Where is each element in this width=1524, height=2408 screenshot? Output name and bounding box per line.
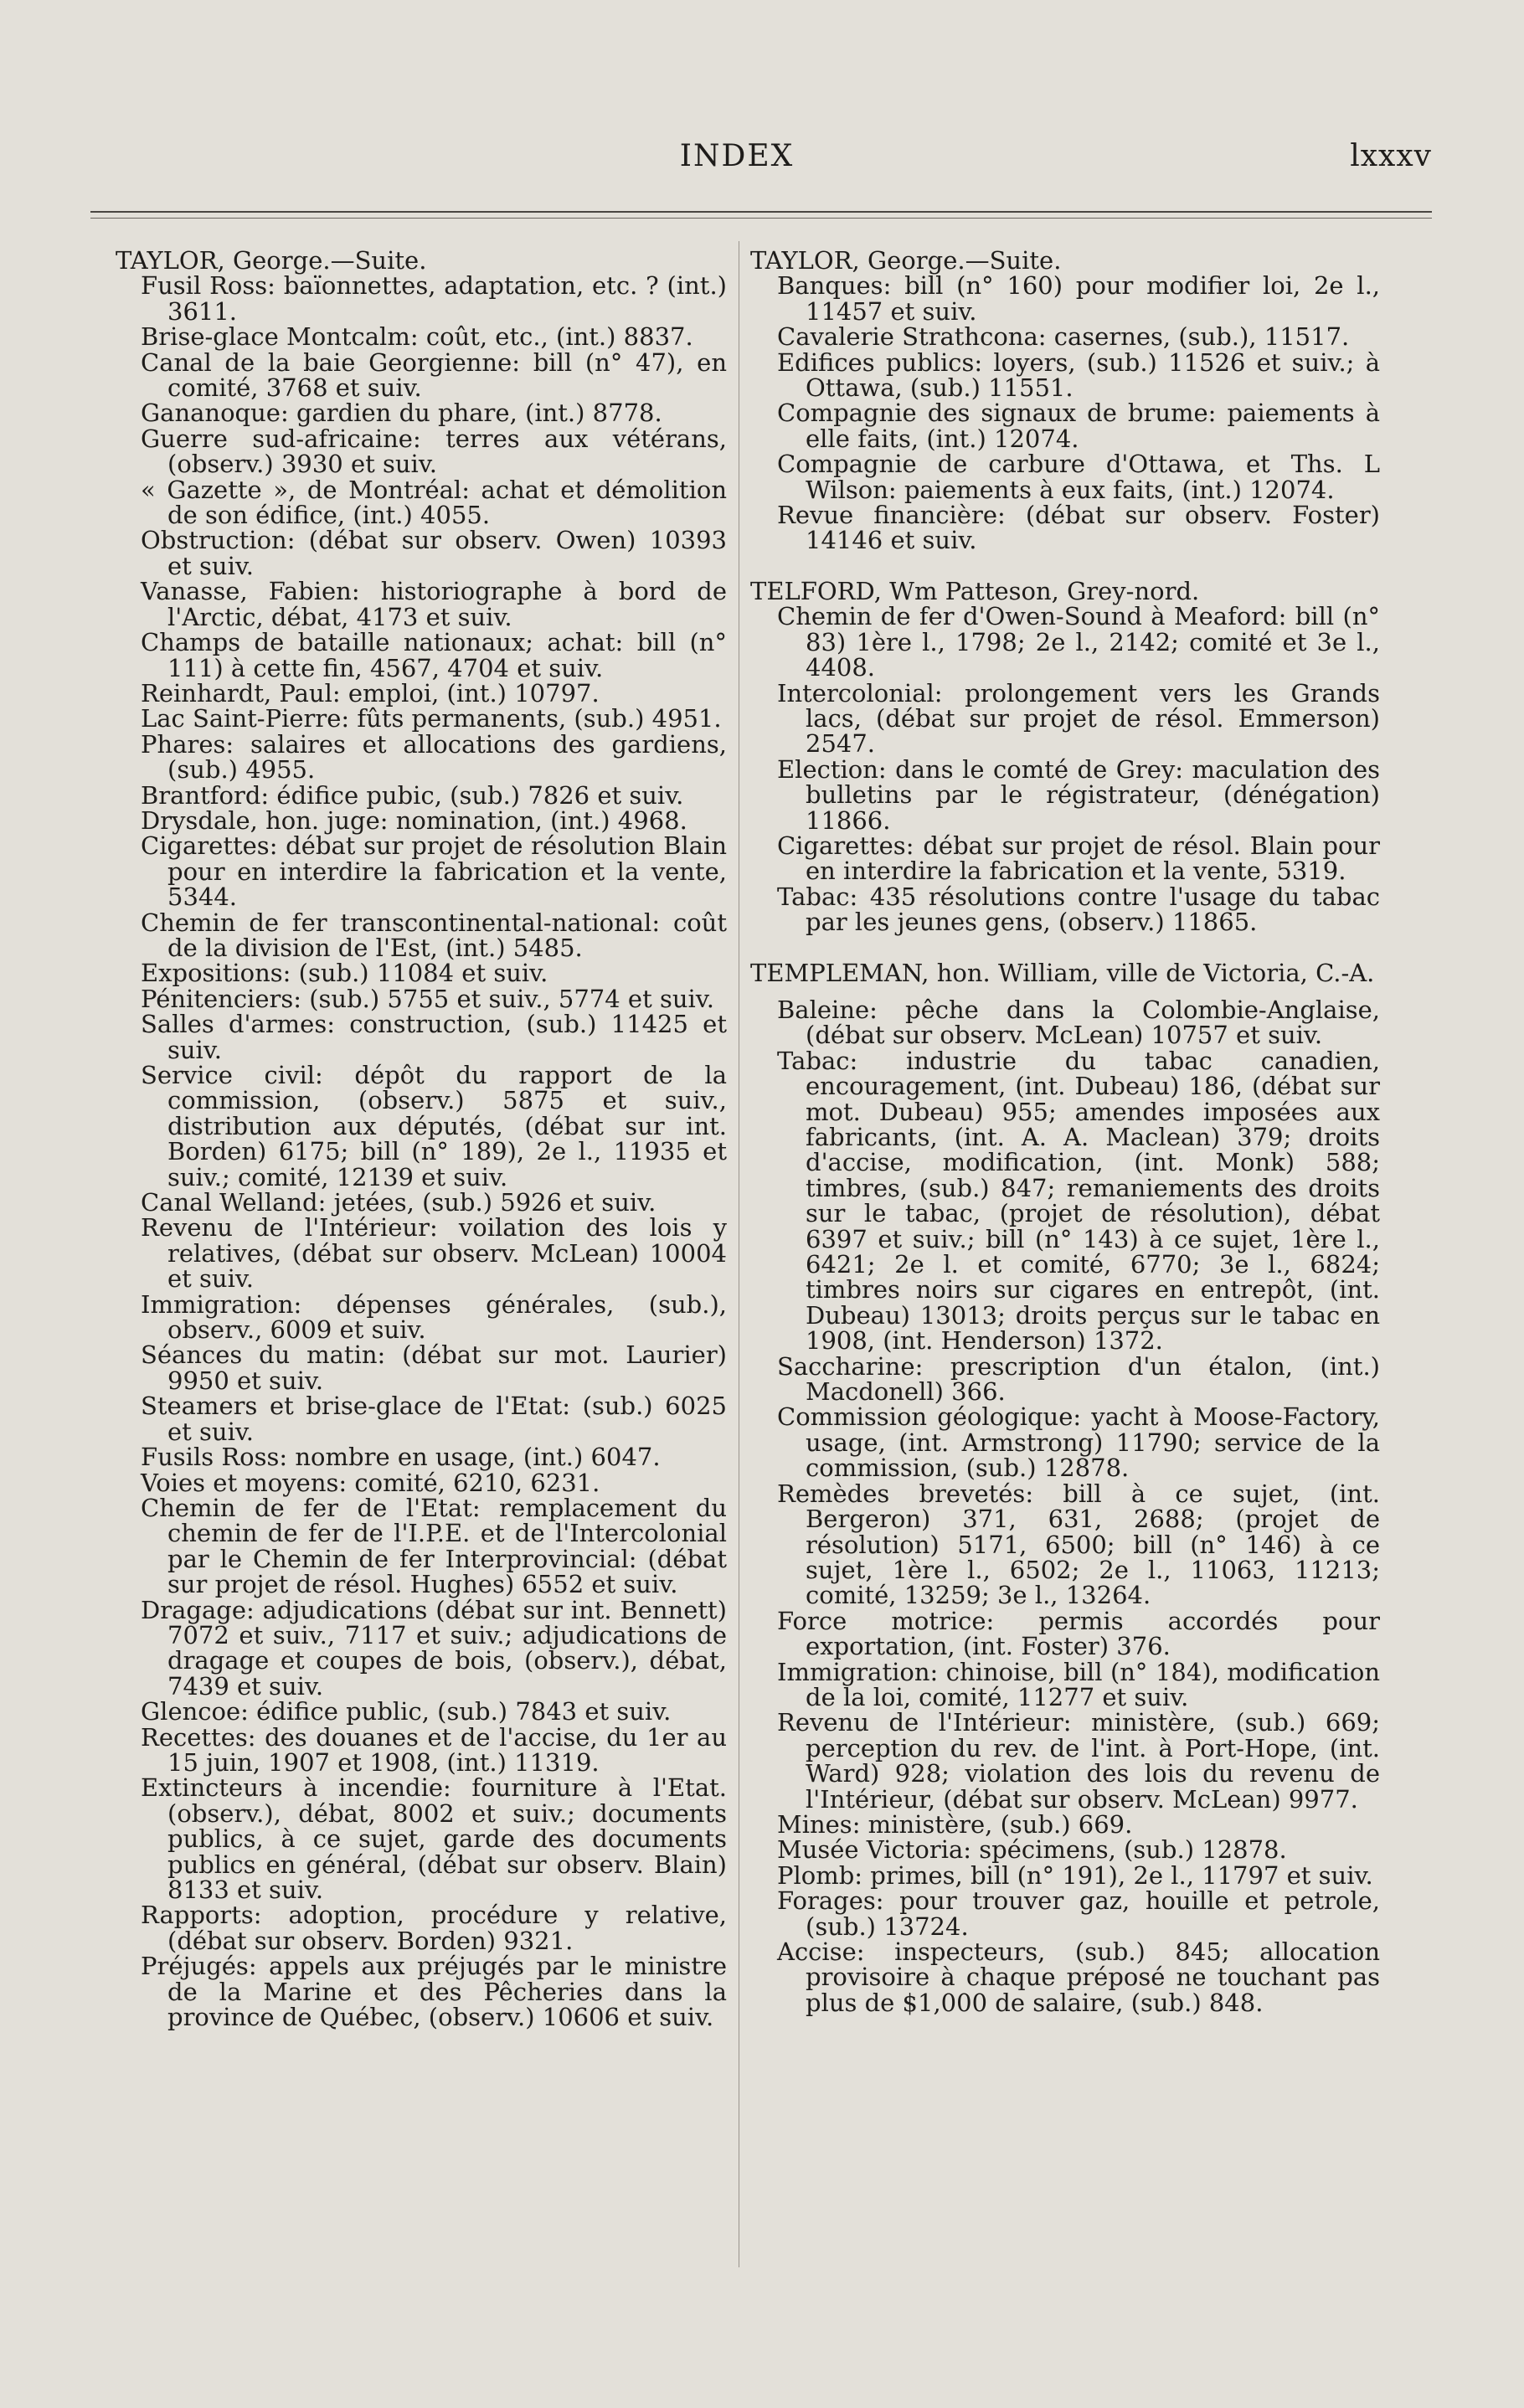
index-entry: Champs de bataille nationaux; achat: bill (n° 111) à cette fin, 4567, 4704 et suiv. — [141, 628, 727, 682]
left-column — [116, 248, 727, 2030]
index-entry: Dragage: adjudications (débat sur int. Bennett) 7072 et suiv., 7117 et suiv.; adjudications de dragage et coupes de bois, (observ.), débat, 7439 et suiv. — [141, 1595, 727, 1701]
index-entry: Séances du matin: (débat sur mot. Laurier) 9950 et suiv. — [141, 1340, 727, 1395]
index-entry: Intercolonial: prolongement vers les Grands lacs, (débat sur projet de résol. Emmerson) 2547. — [777, 678, 1380, 759]
index-entry: Voies et moyens: comité, 6210, 6231. — [141, 1468, 600, 1497]
index-entry: Pénitenciers: (sub.) 5755 et suiv., 5774 et suiv. — [141, 984, 714, 1013]
index-entry: Rapports: adoption, procédure y relative, (débat sur observ. Borden) 9321. — [141, 1901, 727, 1955]
index-entry: Tabac: industrie du tabac canadien, encouragement, (int. Dubeau) 186, (débat sur mot. Dubeau) 955; amendes imposées aux fabricants, (int. A. A. Maclean) 379; droits d'accise, modification, (int. Monk) 588; timbres, (sub.) 847; remaniements des droits sur le tabac, (projet de résolution), débat 6397 et suiv.; bill (n° 143) à ce sujet, 1ère l., 6421; 2e l. et comité, 6770; 3e l., 6824; timbres noirs sur cigares en entrepôt, (int. Dubeau) 13013; droits perçus sur le tabac en 1908, (int. Henderson) 1372. — [777, 1046, 1380, 1356]
index-entry: Immigration: chinoise, bill (n° 184), modification de la loi, comité, 11277 et suiv. — [777, 1657, 1380, 1711]
index-entry: Fusils Ross: nombre en usage, (int.) 6047. — [141, 1443, 661, 1472]
index-entry: Cigarettes: débat sur projet de résol. Blain pour en interdire la fabrication et la vente, 5319. — [777, 831, 1380, 886]
index-entry: Tabac: 435 résolutions contre l'usage du tabac par les jeunes gens, (observ.) 11865. — [777, 882, 1380, 937]
index-entry: Phares: salaires et allocations des gardiens, (sub.) 4955. — [141, 729, 727, 785]
index-entry: Vanasse, Fabien: historiographe à bord de l'Arctic, débat, 4173 et suiv. — [141, 577, 727, 631]
index-entry: Brantford: édifice pubic, (sub.) 7826 et suiv. — [141, 780, 684, 810]
index-entry: Canal de la baie Georgienne: bill (n° 47), en comité, 3768 et suiv. — [141, 347, 727, 403]
index-entry: Musée Victoria: spécimens, (sub.) 12878. — [777, 1835, 1287, 1865]
index-entry: Cavalerie Strathcona: casernes, (sub.), 11517. — [777, 322, 1350, 352]
index-heading: TAYLOR, George.—Suite. — [116, 246, 427, 275]
index-entry: Banques: bill (n° 160) pour modifier loi, 2e l., 11457 et suiv. — [777, 271, 1380, 326]
index-entry: Edifices publics: loyers, (sub.) 11526 et suiv.; à Ottawa, (sub.) 11551. — [777, 347, 1380, 403]
index-entry: Accise: inspecteurs, (sub.) 845; allocation provisoire à chaque préposé ne touchant pas plus de $1,000 de salaire, (sub.) 848. — [777, 1937, 1380, 2017]
index-entry: Remèdes brevetés: bill à ce sujet, (int. Bergeron) 371, 631, 2688; (projet de résolution) 5171, 6500; bill (n° 146) à ce sujet, 1ère l., 6502; 2e l., 11063, 11213; comité, 13259; 3e l., 13264. — [777, 1479, 1380, 1610]
index-entry: Commission géologique: yacht à Moose-Factory, usage, (int. Armstrong) 11790; service de la commission, (sub.) 12878. — [777, 1402, 1380, 1483]
index-entry: Compagnie des signaux de brume: paiements à elle faits, (int.) 12074. — [777, 399, 1380, 453]
index-entry: Election: dans le comté de Grey: maculation des bulletins par le régistrateur, (dénégation) 11866. — [777, 754, 1380, 835]
index-entry: Baleine: pêche dans la Colombie-Anglaise, (débat sur observ. McLean) 10757 et suiv. — [777, 995, 1380, 1050]
index-entry: Drysdale, hon. juge: nomination, (int.) 4968. — [141, 805, 687, 835]
index-entry: Recettes: des douanes et de l'accise, du 1er au 15 juin, 1907 et 1908, (int.) 11319. — [141, 1722, 727, 1777]
header-rule-thin — [90, 218, 1432, 219]
index-entry: Préjugés: appels aux préjugés par le ministre de la Marine et des Pêcheries dans la province de Québec, (observ.) 10606 et suiv. — [141, 1952, 727, 2032]
index-entry: Saccharine: prescription d'un étalon, (int.) Macdonell) 366. — [777, 1351, 1380, 1407]
index-entry: Cigarettes: débat sur projet de résolution Blain pour en interdire la fabrication et la vente, 5344. — [141, 831, 727, 912]
index-entry: Plomb: primes, bill (n° 191), 2e l., 11797 et suiv. — [777, 1860, 1373, 1890]
index-entry: Chemin de fer de l'Etat: remplacement du chemin de fer de l'I.P.E. et de l'Intercolonial par le Chemin de fer Interprovincial: (débat sur projet de résol. Hughes) 6552 et suiv. — [141, 1493, 727, 1599]
index-entry: Compagnie de carbure d'Ottawa, et Ths. L Wilson: paiements à eux faits, (int.) 12074. — [777, 450, 1380, 504]
index-entry: Canal Welland: jetées, (sub.) 5926 et suiv. — [141, 1188, 656, 1217]
index-entry: Expositions: (sub.) 11084 et suiv. — [141, 959, 548, 988]
page-title: INDEX — [679, 139, 795, 173]
right-column — [750, 248, 1380, 2015]
index-entry: Chemin de fer d'Owen-Sound à Meaford: bill (n° 83) 1ère l., 1798; 2e l., 2142; comité et 3e l., 4408. — [777, 602, 1380, 682]
index-entry: Obstruction: (débat sur observ. Owen) 10393 et suiv. — [141, 526, 727, 580]
index-entry: Steamers et brise-glace de l'Etat: (sub.) 6025 et suiv. — [141, 1392, 727, 1446]
index-heading: TEMPLEMAN, hon. William, ville de Victoria, C.-A. — [750, 958, 1375, 987]
index-entry: Immigration: dépenses générales, (sub.), observ., 6009 et suiv. — [141, 1289, 727, 1345]
index-heading: TAYLOR, George.—Suite. — [750, 246, 1062, 275]
index-entry: Force motrice: permis accordés pour exportation, (int. Foster) 376. — [777, 1606, 1380, 1661]
index-entry: Gananoque: gardien du phare, (int.) 8778. — [141, 399, 662, 428]
header-rule — [90, 211, 1432, 213]
index-entry: Glencoe: édifice public, (sub.) 7843 et suiv. — [141, 1697, 672, 1726]
index-entry: Forages: pour trouver gaz, houille et petrole, (sub.) 13724. — [777, 1886, 1380, 1941]
index-entry: « Gazette », de Montréal: achat et démolition de son édifice, (int.) 4055. — [141, 475, 727, 530]
index-entry: Chemin de fer transcontinental-national: coût de la division de l'Est, (int.) 5485. — [141, 908, 727, 962]
index-entry: Revenu de l'Intérieur: voilation des lois y relatives, (débat sur observ. McLean) 10004 et suiv. — [141, 1213, 727, 1294]
index-entry: Salles d'armes: construction, (sub.) 11425 et suiv. — [141, 1010, 727, 1064]
index-entry: Revue financière: (débat sur observ. Foster) 14146 et suiv. — [777, 501, 1380, 555]
index-entry: Revenu de l'Intérieur: ministère, (sub.) 669; perception du rev. de l'int. à Port-Hope, (int. Ward) 928; violation des lois du revenu de l'Intérieur, (débat sur observ. McLean) 9977. — [777, 1708, 1380, 1814]
index-entry: Mines: ministère, (sub.) 669. — [777, 1809, 1133, 1839]
index-entry: Extincteurs à incendie: fourniture à l'Etat. (observ.), débat, 8002 et suiv.; documents publics, à ce sujet, garde des documents publics en général, (débat sur observ. Blain) 8133 et suiv. — [141, 1773, 727, 1904]
index-entry: Guerre sud-africaine: terres aux vétérans, (observ.) 3930 et suiv. — [141, 424, 727, 479]
index-entry: Reinhardt, Paul: emploi, (int.) 10797. — [141, 678, 600, 707]
index-entry: Brise-glace Montcalm: coût, etc., (int.) 8837. — [141, 322, 693, 352]
index-heading: TELFORD, Wm Patteson, Grey-nord. — [750, 576, 1200, 605]
index-entry: Fusil Ross: baïonnettes, adaptation, etc. ? (int.) 3611. — [141, 271, 727, 326]
page-number: lxxxv — [1350, 139, 1432, 173]
index-entry: Service civil: dépôt du rapport de la commission, (observ.) 5875 et suiv., distribution aux députés, (débat sur int. Borden) 6175; bill (n° 189), 2e l., 11935 et suiv.; comité, 12139 et suiv. — [141, 1061, 727, 1191]
index-entry: Lac Saint-Pierre: fûts permanents, (sub.) 4951. — [141, 704, 722, 733]
